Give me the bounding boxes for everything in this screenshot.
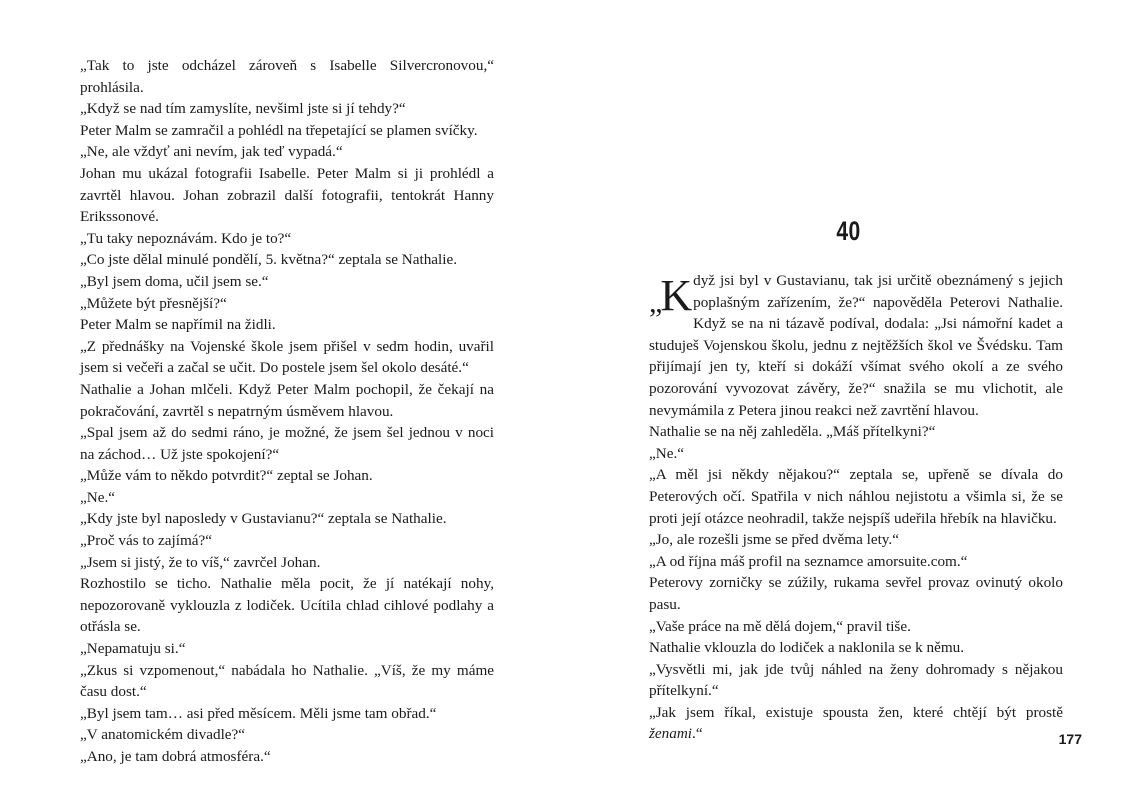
paragraph: „V anatomickém divadle?“ (80, 726, 246, 744)
paragraph: „Co jste dělal minulé pondělí, 5. května?“ zeptala se Nathalie. (80, 251, 458, 269)
paragraph: Rozhostilo se ticho. Nathalie měla pocit, že jí natékají nohy, nepozorovaně vyklouzla z lodiček. Ucítila chlad cihlové podlahy a otřásla se. (80, 575, 494, 636)
first-paragraph-text: dyž jsi byl v Gustavianu, tak jsi určitě obeznámený s jejich poplašným zařízením, že?“ napověděla Peterovi Nathalie. Když se na ni tázavě podíval, dodala: „Jsi námořní kadet a studuješ Vojenskou školu, jednu z nejtěžších škol ve Švédsku. Tam přijímají jen ty, kteří si dokáží všímat svého okolí a ze svého pozorování vyvozovat závěry, že?“ snažila se mu vlichotit, ale nevymámila z Petera jinou reakci než zavrtění hlavou. (649, 272, 1063, 419)
paragraph: „Můžete být přesnější?“ (80, 294, 227, 312)
paragraph: „Nepamatuju si.“ (80, 640, 186, 658)
right-page-text (649, 270, 1063, 745)
paragraph: Peter Malm se zamračil a pohlédl na třepetající se plamen svíčky. (80, 121, 478, 139)
last-paragraph-start: „Jak jsem říkal, existuje spousta žen, které chtějí být prostě (649, 703, 1063, 721)
right-page (566, 0, 1131, 800)
paragraph: „A od října máš profil na seznamce amorsuite.com.“ (649, 552, 968, 570)
paragraph: „Ne.“ (80, 488, 115, 506)
paragraph: „Z přednášky na Vojenské škole jsem přišel v sedm hodin, uvařil jsem si večeři a začal se učit. Do postele jsem šel okolo desáté.“ (80, 337, 494, 377)
paragraph: „Jsem si jistý, že to víš,“ zavrčel Johan. (80, 553, 321, 571)
paragraph: „Zkus si vzpomenout,“ nabádala ho Nathalie. „Víš, že my máme času dost.“ (80, 661, 494, 701)
paragraph: „Tu taky nepoznávám. Kdo je to?“ (80, 229, 292, 247)
paragraph: „Spal jsem až do sedmi ráno, je možné, že jsem šel jednou v noci na záchod… Už jste spokojení?“ (80, 424, 494, 463)
dropcap-letter: K (660, 271, 693, 320)
last-paragraph (649, 702, 1063, 745)
paragraph: „Když se nad tím zamyslíte, nevšiml jste si jí tehdy?“ (80, 100, 406, 118)
paragraph: „Byl jsem tam… asi před měsícem. Měli jsme tam obřad.“ (80, 704, 437, 722)
paragraph: „Tak to jste odcházel zároveň s Isabelle Silvercronovou,“ prohlásila. (80, 57, 494, 96)
paragraph: Peter Malm se napřímil na židli. (80, 316, 276, 334)
paragraph: „Proč vás to zajímá?“ (80, 532, 212, 550)
paragraph: „Jo, ale rozešli jsme se před dvěma lety.“ (649, 531, 899, 549)
last-paragraph-emphasis: ženami (649, 725, 693, 743)
paragraph: Nathalie vklouzla do lodiček a naklonila se k němu. (649, 639, 965, 657)
paragraph: „Byl jsem doma, učil jsem se.“ (80, 272, 269, 290)
paragraph: „Kdy jste byl naposledy v Gustavianu?“ zeptala se Nathalie. (80, 510, 447, 528)
paragraph: „Vysvětli mi, jak jde tvůj náhled na ženy dohromady s nějakou přítelkyní.“ (649, 660, 1063, 700)
chapter-number: 40 (836, 216, 861, 246)
page-number: 177 (1058, 731, 1082, 747)
paragraph: „Ne, ale vždyť ani nevím, jak teď vypadá.“ (80, 143, 343, 161)
left-page (0, 0, 565, 800)
paragraph: „Může vám to někdo potvrdit?“ zeptal se Johan. (80, 467, 373, 485)
paragraph: Nathalie se na něj zahleděla. „Máš přítelkyni?“ (649, 423, 936, 441)
paragraph: Peterovy zorničky se zúžily, rukama sevřel provaz ovinutý okolo pasu. (649, 574, 1063, 613)
dropcap-quote: „ (649, 286, 663, 319)
paragraph: Nathalie a Johan mlčeli. Když Peter Malm pochopil, že čekají na pokračování, zavrtěl s nepatrným úsměvem hlavou. (80, 380, 494, 420)
paragraph: „Ano, je tam dobrá atmosféra.“ (80, 748, 271, 765)
left-page-text (80, 55, 494, 768)
paragraph: Johan mu ukázal fotografii Isabelle. Peter Malm si ji prohlédl a zavrtěl hlavou. Johan zobrazil další fotografii, tentokrát Hanny Erikssonové. (80, 164, 494, 226)
last-paragraph-end: .“ (692, 725, 703, 743)
paragraph: „Vaše práce na mě dělá dojem,“ pravil tiše. (649, 617, 911, 635)
first-paragraph (649, 270, 1063, 421)
paragraph: „A měl jsi někdy nějakou?“ zeptala se, upřeně se dívala do Peterových očí. Spatřila v nich náhlou nejistotu a všimla si, že se proti její otázce neohradil, takže nejspíš udeřila hřebík na hlavičku. (649, 466, 1063, 527)
paragraph: „Ne.“ (649, 444, 684, 462)
